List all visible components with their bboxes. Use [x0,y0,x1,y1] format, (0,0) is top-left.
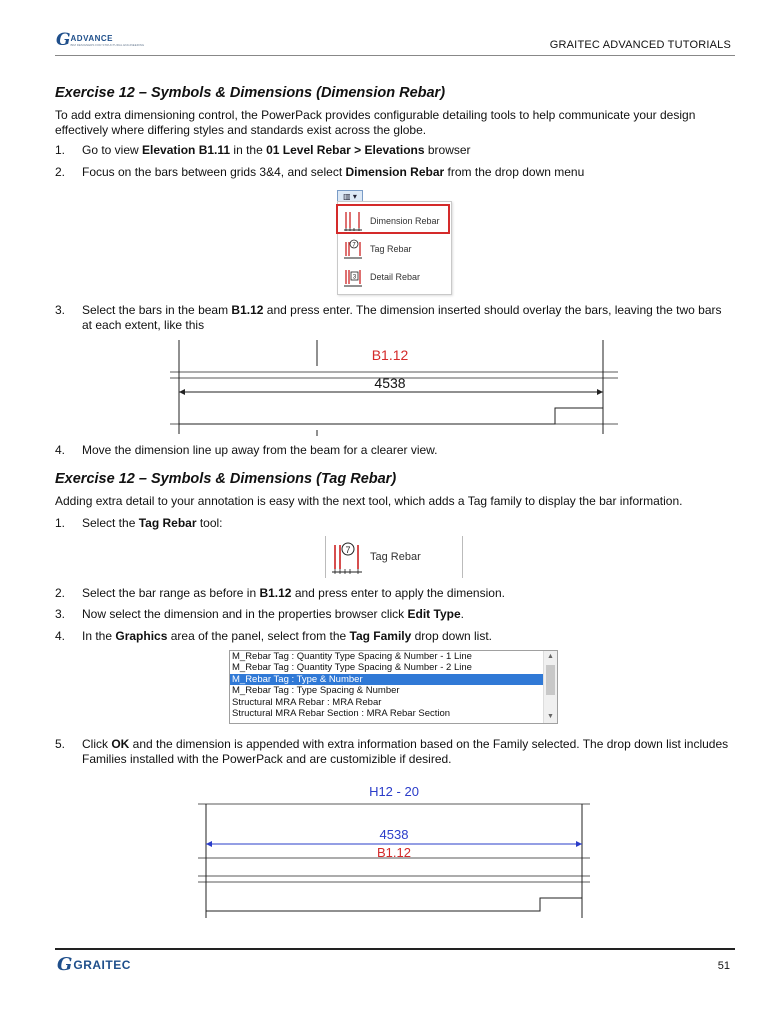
rebar-tool-dropdown-button[interactable]: ▥ ▾ [337,190,363,204]
tag-rebar-icon [342,238,364,260]
menu-item-tag-rebar[interactable]: 7 Tag Rebar [342,236,448,262]
svg-text:3: 3 [352,274,357,281]
footer-logo-mark: G [57,954,73,975]
figure2-dimension-value: 4538 [379,827,409,842]
footer-logo-word: GRAITEC [73,957,131,972]
figure2-tag-text: H12 - 20 [369,784,419,799]
section1-intro: To add extra dimensioning control, the PowerPack provides configurable detailing tools to help communicate your design effectively where differing styles and standards exist across the globe. [55,108,696,137]
tag-family-listbox[interactable] [229,650,558,724]
list-item[interactable]: M_Rebar Tag : Quantity Type Spacing & Number - 1 Line [232,651,472,662]
logo-mark: G [56,30,71,50]
menu-item-dimension-rebar[interactable]: Dimension Rebar [342,208,448,234]
list-item-selected[interactable]: M_Rebar Tag : Type & Number [230,674,544,685]
section2-heading: Exercise 12 – Symbols & Dimensions (Tag Rebar) [55,471,397,487]
svg-text:7: 7 [345,545,351,555]
footer-divider [55,948,735,950]
list-item[interactable]: Structural MRA Rebar : MRA Rebar [232,696,382,708]
detail-rebar-icon [342,266,364,288]
logo-tagline: BIM DESIGNERS FOR STRUCTURAL ENGINEERING [70,42,145,47]
menu-item-detail-rebar[interactable]: 3 Detail Rebar [342,264,448,290]
scroll-up-arrow-icon[interactable]: ▲ [547,653,554,660]
list-item[interactable]: M_Rebar Tag : Type Spacing & Number [232,685,400,697]
beam-dimension-figure-1 [170,336,620,438]
listbox-scrollbar[interactable] [543,651,557,723]
header-title: GRAITEC ADVANCED TUTORIALS [549,39,731,51]
tag-rebar-tool-button[interactable] [325,536,463,578]
list-item[interactable]: Structural MRA Rebar Section : MRA Rebar Section [232,707,451,719]
footer-logo [57,954,131,975]
tag-rebar-tool-icon [330,539,364,575]
dimension-rebar-highlight [336,204,450,234]
figure1-dimension-value: 4538 [374,375,406,391]
beam-dimension-figure-2 [198,782,590,920]
list-item[interactable]: M_Rebar Tag : Quantity Type Spacing & Number - 2 Line [232,662,472,674]
section2-intro: Adding extra detail to your annotation is easy with the next tool, which adds a Tag family to display the bar information. [55,494,683,508]
page-number: 51 [717,960,730,972]
figure2-beam-label: B1.12 [377,845,411,860]
section1-heading: Exercise 12 – Symbols & Dimensions (Dimension Rebar) [55,85,446,101]
scroll-thumb[interactable] [546,665,555,695]
header-divider [55,55,735,56]
tag-rebar-tool-label: Tag Rebar [370,551,421,563]
figure1-beam-label: B1.12 [371,347,409,363]
scroll-down-arrow-icon[interactable]: ▼ [547,713,554,720]
logo-word: ADVANCE [70,33,113,43]
svg-text:7: 7 [352,242,356,249]
header-logo [56,30,144,50]
